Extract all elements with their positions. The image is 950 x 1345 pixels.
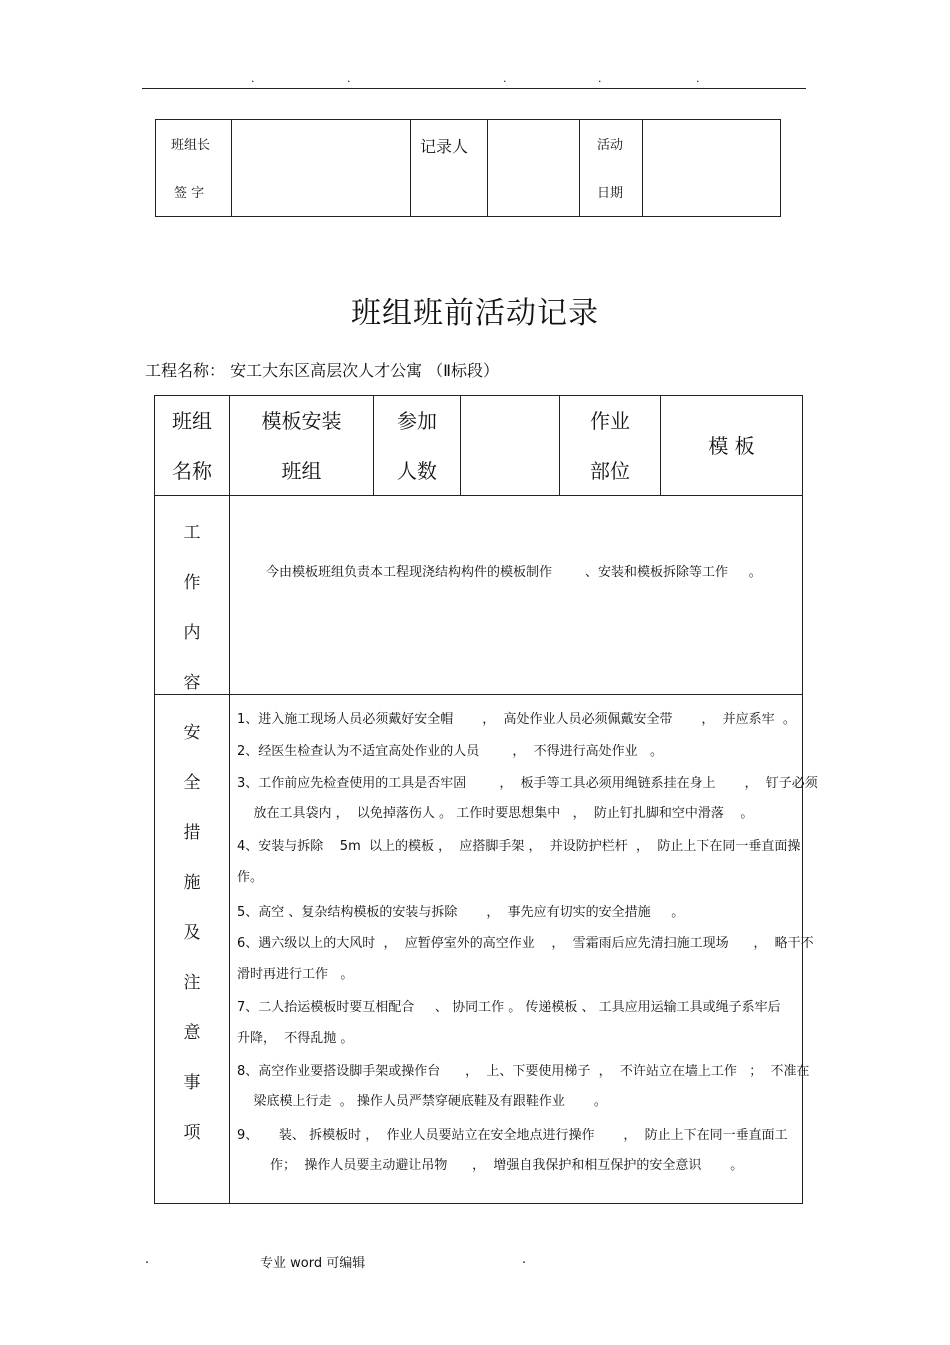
safety-rule-line: 5、高空 、复杂结构模板的安装与拆除 ， 事先应有切实的安全措施 。 (237, 905, 685, 920)
activity-date-label-line1: 活动 (597, 138, 624, 153)
label-line: 作业 (590, 409, 630, 433)
safety-rule-line: 升降， 不得乱抛 。 (237, 1031, 354, 1046)
label-line: 部位 (590, 459, 630, 483)
safety-measures-label (155, 708, 229, 1158)
safety-rule-line: 7、二人抬运模板时要互相配合 、 协同工作 。 传递模板 、 工具应用运输工具或绳子系牢后 (237, 1000, 781, 1015)
label-char: 内 (183, 623, 201, 643)
safety-rule-line: 8、高空作业要搭设脚手架或操作台 ， 上、下要使用梯子 ， 不许站立在墙上工作 ； 不准在 (237, 1064, 810, 1079)
safety-rule-line: 4、安装与拆除 5m 以上的模板 ， 应搭脚手架 ， 并设防护栏杆 ， 防止上下在同一垂直面操 (237, 839, 801, 854)
label-char: 项 (183, 1123, 201, 1143)
divider (579, 120, 580, 216)
activity-record-table (154, 395, 818, 1204)
label-char: 安 (183, 723, 201, 743)
page-title: 班组班前活动记录 (351, 296, 599, 331)
activity-date-field[interactable] (643, 120, 780, 216)
work-content-label (155, 508, 229, 708)
leader-sign-label-line1: 班组长 (171, 138, 211, 153)
label-char: 作 (183, 573, 201, 593)
label-char: 容 (183, 673, 201, 693)
participant-count-label (374, 396, 460, 496)
label-char: 措 (183, 823, 201, 843)
label-char: 工 (183, 523, 201, 543)
label-line: 名称 (172, 459, 212, 483)
work-area-value: 模 板 (708, 434, 755, 458)
safety-rule-line: 放在工具袋内 ， 以免掉落伤人 。 工作时要思想集中 ， 防止钉扎脚和空中滑落 。 (237, 806, 754, 821)
header-dot: . (347, 72, 351, 85)
safety-rule-line: 6、遇六级以上的大风时 ， 应暂停室外的高空作业 ， 雪霜雨后应先清扫施工现场 ， 略干不 (237, 936, 814, 951)
header-dot: . (696, 72, 700, 85)
team-name-label (155, 396, 229, 496)
label-char: 及 (183, 923, 201, 943)
safety-rule-line: 作； 操作人员要主动避让吊物 ， 增强自我保护和相互保护的安全意识 。 (237, 1158, 744, 1173)
recorder-label: 记录人 (420, 137, 469, 156)
label-line: 参加 (397, 409, 437, 433)
header-rule (142, 88, 806, 89)
safety-rule-line: 滑时再进行工作 。 (237, 967, 354, 982)
work-area-label (560, 396, 660, 496)
team-name-value (230, 396, 373, 496)
safety-rule-line: 2、经医生检查认为不适宜高处作业的人员 ， 不得进行高处作业 。 (237, 744, 663, 759)
participant-count-field[interactable] (461, 396, 559, 495)
header-dot: . (598, 72, 602, 85)
value-line: 班组 (281, 459, 322, 483)
footer-dot: . (145, 1252, 150, 1267)
value-line: 模板安装 (261, 409, 342, 433)
header-dot: . (251, 72, 255, 85)
activity-date-label-line2: 日期 (597, 186, 624, 201)
label-char: 事 (183, 1073, 201, 1093)
work-content-text: 今由模板班组负责本工程现浇结构构件的模板制作 、安装和模板拆除等工作 。 (266, 565, 762, 580)
label-char: 施 (183, 873, 201, 893)
label-char: 注 (183, 973, 201, 993)
footer-text: 专业 word 可编辑 (260, 1256, 366, 1271)
leader-sign-field[interactable] (232, 120, 410, 216)
label-line: 班组 (172, 409, 212, 433)
safety-rule-line: 作。 (237, 870, 264, 885)
label-char: 全 (183, 773, 201, 793)
label-line: 人数 (397, 459, 437, 483)
safety-rule-line: 3、工作前应先检查使用的工具是否牢固 ， 板手等工具必须用绳链系挂在身上 ， 钉子必须 (237, 776, 818, 791)
label-char: 意 (183, 1023, 201, 1043)
leader-sign-label-line2: 签 字 (174, 186, 205, 201)
safety-rule-line: 1、进入施工现场人员必须戴好安全帽 ， 高处作业人员必须佩戴安全带 ， 并应系牢 。 (237, 712, 796, 727)
footer-dot: . (522, 1252, 527, 1267)
header-dot: . (503, 72, 507, 85)
signature-table (155, 119, 781, 217)
safety-rule-line: 梁底模上行走 。 操作人员严禁穿硬底鞋及有跟鞋作业 。 (237, 1094, 607, 1109)
column-divider (229, 396, 230, 1203)
row-divider (155, 694, 802, 695)
divider (410, 120, 411, 216)
safety-rule-line: 9、 装、 拆模板时 ， 作业人员要站立在安全地点进行操作 ， 防止上下在同一垂直面工 (237, 1128, 788, 1143)
project-name: 工程名称： 安工大东区高层次人才公寓 （Ⅱ标段） (145, 361, 500, 380)
recorder-field[interactable] (488, 120, 579, 216)
